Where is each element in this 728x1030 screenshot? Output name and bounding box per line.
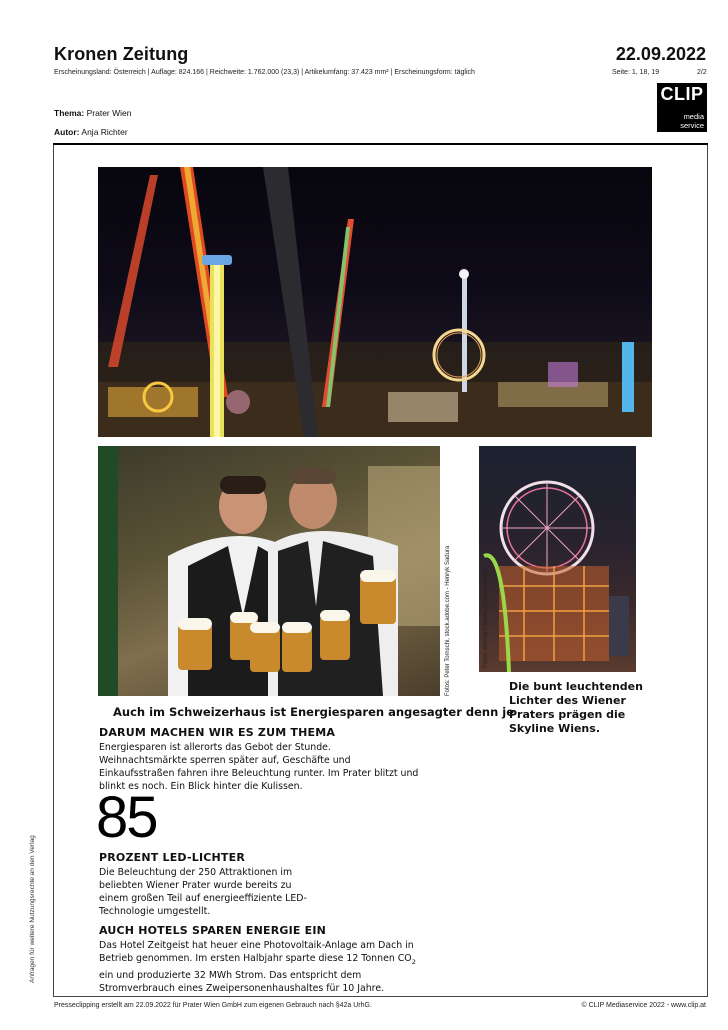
section-heading-led: PROZENT LED-LICHTER (99, 851, 246, 864)
prater-night-photo (98, 167, 652, 437)
footer-copyright-link[interactable]: © CLIP Mediaservice 2022 - www.clip.at (581, 1002, 706, 1009)
clip-logo-word: CLIP (660, 84, 704, 104)
photo-credit-waiters: Fotos: Peter Tomschi, stock.adobe.com - Henryk Sadura (445, 545, 451, 696)
thema-line (54, 108, 131, 118)
waiters-with-beer-photo (98, 446, 440, 696)
autor-line (54, 127, 128, 137)
clip-logo-subtitle (680, 113, 704, 130)
caption-waiters: Auch im Schweizerhaus ist Energiesparen angesagter denn je (113, 705, 515, 719)
section-heading-theme: DARUM MACHEN WIR ES ZUM THEMA (99, 726, 336, 739)
autor-value: Anja Richter (81, 127, 128, 137)
publication-name: Kronen Zeitung (54, 44, 189, 64)
photo-credit-wheel: Fotos: Gerhard Bartel, Praterverband (483, 568, 489, 668)
hotels-text-part1: Das Hotel Zeitgeist hat heuer eine Photovoltaik-Anlage am Dach in Betrieb genommen. Im ersten Halbjahr sparte diese 12 Tonnen CO (99, 940, 414, 964)
rights-side-note: Anfragen für weitere Nutzungsrechte an den Verlag (29, 835, 36, 983)
clip-logo-sub-line1: media (683, 112, 704, 121)
thema-label: Thema: (54, 108, 85, 118)
clip-logo-sub-line2: service (680, 120, 704, 130)
ferris-wheel-photo (479, 446, 636, 672)
publication-date: 22.09.2022 (615, 44, 706, 64)
caption-ferris-wheel: Die bunt leuchtenden Lichter des Wiener Praters prägen die Skyline Wiens. (509, 680, 643, 735)
page-numbers: Seite: 1, 18, 19 (612, 69, 660, 76)
co2-subscript: 2 (411, 957, 416, 966)
autor-label: Autor: (54, 127, 80, 137)
section-body-led: Die Beleuchtung der 250 Attraktionen im beliebten Wiener Prater wurde bereits zu einem großen Teil auf energieeffiziente LED-Technologie umgestellt. (99, 867, 307, 917)
page-count: 2/2 (697, 69, 707, 76)
section-body-theme: Energiesparen ist allerorts das Gebot der Stunde. Weihnachtsmärkte sperren später auf, Geschäfte und Einkaufsstraßen fahren ihre Beleuchtung runter. Im Prater blitzt und blinkt es noch. Ein Blick hinter die Kulissen. (99, 742, 419, 792)
section-heading-hotels: AUCH HOTELS SPAREN ENERGIE EIN (99, 924, 327, 937)
publication-meta: Erscheinungsland: Österreich | Auflage: 824.166 | Reichweite: 1.762.000 (23,3) | Artikelumfang: 37.423 mm² | Erscheinungsform: täglich (54, 69, 475, 76)
hotels-text-part2: ein und produzierte 32 MWh Strom. Das entspricht dem Stromverbrauch eines Zweipersonenhaushaltes für 10 Jahre. (99, 969, 385, 994)
big-number-85: 85 (96, 785, 157, 850)
clip-logo (657, 83, 707, 132)
section-body-hotels (99, 939, 429, 995)
thema-value: Prater Wien (86, 108, 132, 118)
footer-clipping-note: Presseclipping erstellt am 22.09.2022 für Prater Wien GmbH zum eigenen Gebrauch nach §42a UrhG. (54, 1002, 372, 1009)
